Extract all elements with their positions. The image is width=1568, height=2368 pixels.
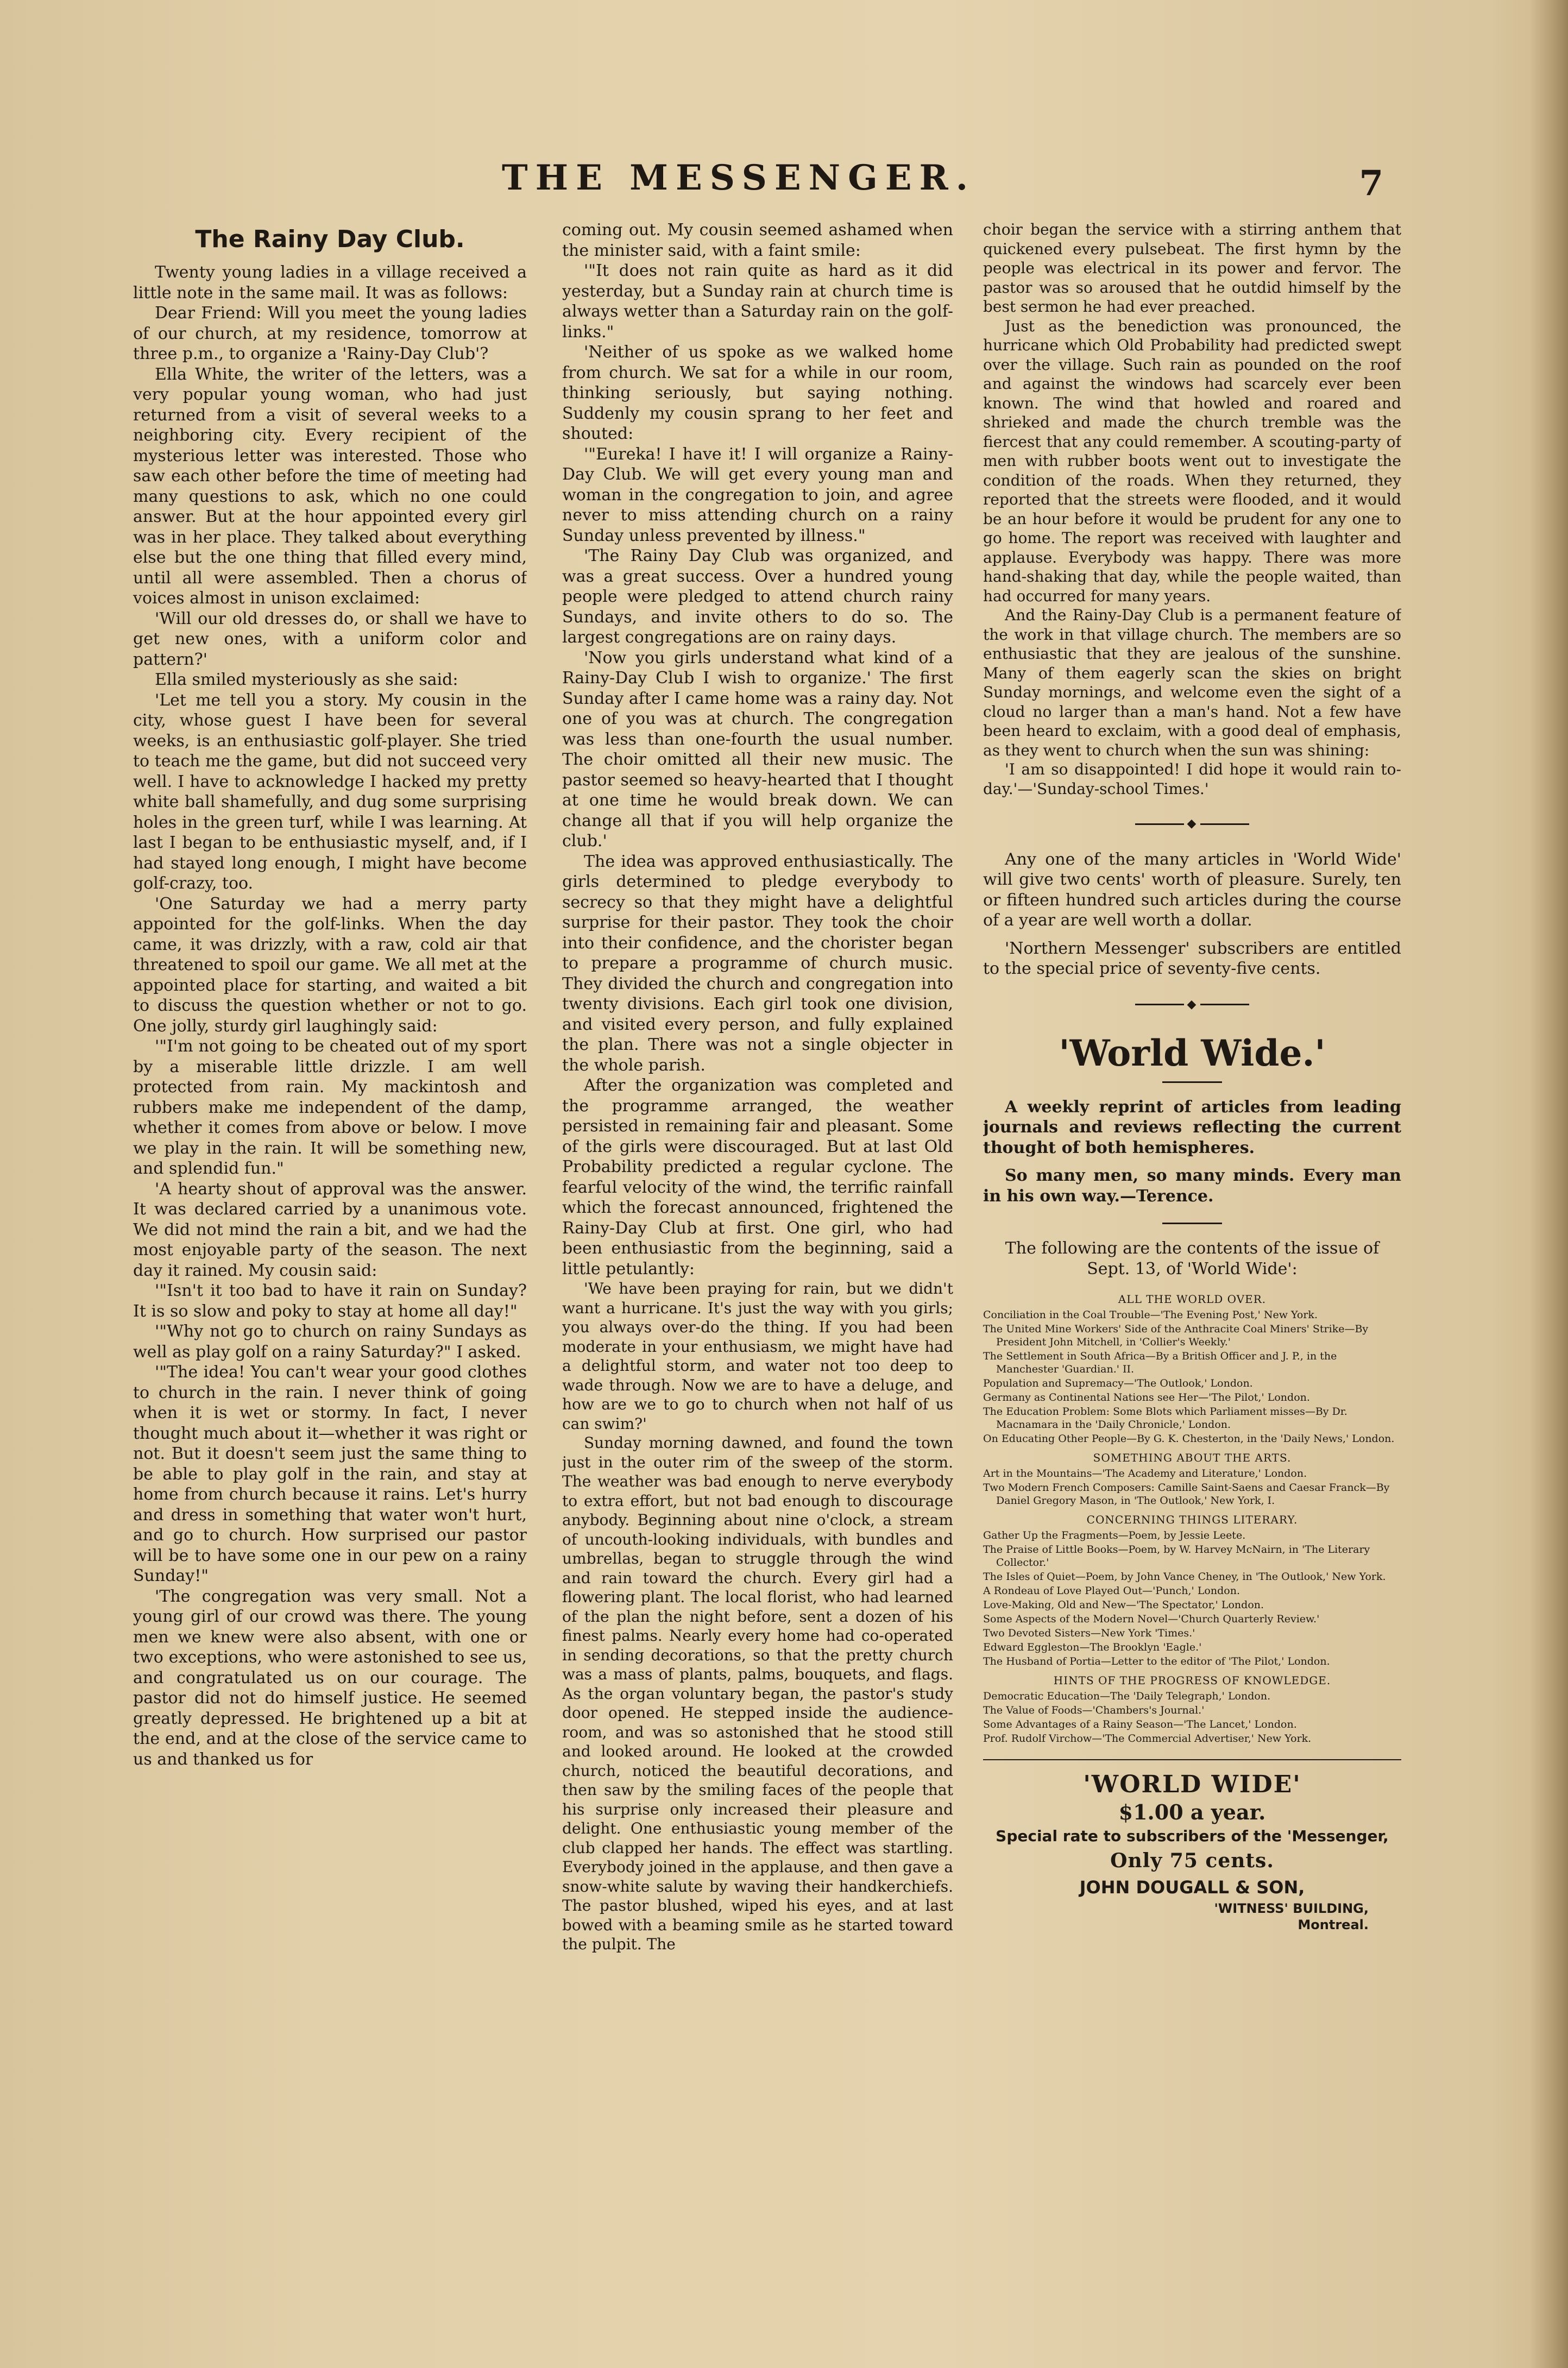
contents-section-heading: HINTS OF THE PROGRESS OF KNOWLEDGE.: [1053, 1674, 1331, 1687]
page-edge-shadow: [1530, 0, 1568, 2368]
title-rule: [1162, 1081, 1222, 1083]
article-paragraph: And the Rainy-Day Club is a permanent feature of the work in that village church. The members are so enthusiastic that they are jealous of the sunshine. Many of them eagerly scan the skies on bright Sunday mornings, and welcome even the sight of a cloud no larger than a man's hand. Not a few have been heard to exclaim, with a good deal of emphasis, as they went to church when the sun was shining:: [983, 606, 1401, 759]
contents-item: The Praise of Little Books—Poem, by W. Harvey McNairn, in 'The Literary Collector.': [983, 1544, 1370, 1569]
notice-paragraph: Any one of the many articles in 'World Wide' will give two cents' worth of pleasure. Surely, ten or fifteen hundred such articles during the course of a year are well worth a dollar.: [983, 849, 1401, 930]
ad-special-price: Only 75 cents.: [1110, 1849, 1274, 1872]
article-paragraph: '"The idea! You can't wear your good clothes to church in the rain. I never think of going when it is wet or stormy. In fact, I never thought much about it—whether it was right or not. But it doesn't seem just the same thing to be able to play golf in the rain, and stay at home from church because it rains. Let's hurry and dress in something that water won't hurt, and go to church. How surprised our pastor will be to have some one in our pew on a rainy Sunday!": [133, 1363, 527, 1585]
contents-section-heading: CONCERNING THINGS LITERARY.: [1086, 1513, 1298, 1526]
section-divider: ◆: [983, 994, 1401, 1015]
article-paragraph: 'Will our old dresses do, or shall we have to get new ones, with a uniform color and pattern?': [133, 609, 527, 669]
article-paragraph: '"Why not go to church on rainy Sundays as well as play golf on a rainy Saturday?" I asked.: [133, 1322, 527, 1362]
ad-rule: [983, 1759, 1401, 1760]
contents-item: Art in the Mountains—'The Academy and Literature,' London.: [983, 1468, 1307, 1479]
article-paragraph: 'We have been praying for rain, but we didn't want a hurricane. It's just the way with you girls; you always over-do the thing. If you had been moderate in your enthusiasm, we might have had a delightful storm, and water not too deep to wade through. Now we are to have a deluge, and how are we to go to church when not half of us can swim?': [562, 1280, 953, 1433]
world-wide-motto: So many men, so many minds. Every man in his own way.—Terence.: [983, 1166, 1401, 1206]
article-paragraph: '"Eureka! I have it! I will organize a Rainy-Day Club. We will get every young man and woman in the congregation to join, and agree never to miss attending church on a rainy Sunday unless prevented by illness.": [562, 444, 953, 545]
contents-item: Some Advantages of a Rainy Season—'The Lancet,' London.: [983, 1718, 1297, 1730]
contents-item: Edward Eggleston—The Brooklyn 'Eagle.': [983, 1641, 1202, 1653]
article-paragraph: '"I'm not going to be cheated out of my sport by a miserable little drizzle. I am well protected from rain. My mackintosh and rubbers make me independent of the damp, whether it comes from above or below. I move we play in the rain. It will be something new, and splendid fun.": [133, 1037, 527, 1178]
article-paragraph: choir began the service with a stirring anthem that quickened every pulsebeat. The first hymn by the people was electrical in its power and fervor. The pastor was so aroused that he outdid himself by the best sermon he had ever preached.: [983, 221, 1401, 316]
contents-section-heading: ALL THE WORLD OVER.: [1118, 1293, 1267, 1306]
contents-item: The Education Problem: Some Blots which Parliament misses—By Dr. Macnamara in the 'Daily Chronicle,' London.: [983, 1406, 1347, 1431]
column-2: [562, 220, 953, 2327]
ad-city: Montreal.: [1298, 1917, 1369, 1932]
contents-intro: The following are the contents of the issue of Sept. 13, of 'World Wide':: [1005, 1239, 1380, 1279]
contents-item: Two Devoted Sisters—New York 'Times.': [983, 1627, 1195, 1639]
contents-item: Democratic Education—The 'Daily Telegraph,' London.: [983, 1690, 1271, 1702]
masthead: THE MESSENGER.: [502, 158, 975, 198]
article-paragraph: Just as the benediction was pronounced, the hurricane which Old Probability had predicted swept over the village. Such rain as pounded on the roof and against the windows had scarcely ever been known. The wind that howled and roared and shrieked and made the church tremble was the fiercest that any could remember. A scouting-party of men with rubber boots went out to investigate the condition of the roads. When they returned, they reported that the streets were flooded, and it would be an hour before it would be prudent for any one to go home. The report was received with laughter and applause. Everybody was happy. There was more hand-shaking that day, while the people waited, than had occurred for many years.: [983, 317, 1401, 605]
article-paragraph: '"It does not rain quite as hard as it did yesterday, but a Sunday rain at church time is always wetter than a Saturday rain on the golf-links.": [562, 261, 953, 342]
page-number: 7: [1359, 163, 1383, 204]
contents-section-heading: SOMETHING ABOUT THE ARTS.: [1093, 1451, 1292, 1464]
article-paragraph: 'The Rainy Day Club was organized, and was a great success. Over a hundred young people were pledged to attend church rainy Sundays, and invite others to do so. The largest congregations are on rainy days.: [562, 546, 953, 647]
contents-list: [983, 1292, 1401, 1745]
ad-title: 'WORLD WIDE': [1083, 1771, 1301, 1798]
article-paragraph: Ella White, the writer of the letters, was a very popular young woman, who had just returned from a visit of several weeks to a neighboring city. Every recipient of the mysterious letter was interested. Those who saw each other before the time of meeting had many questions to ask, which no one could answer. But at the hour appointed every girl was in her place. They talked about everything else but the one thing that filled every mind, until all were assembled. Then a chorus of voices almost in unison exclaimed:: [133, 364, 527, 608]
contents-item: A Rondeau of Love Played Out—'Punch,' London.: [983, 1585, 1240, 1597]
world-wide-title: 'World Wide.': [1059, 1031, 1326, 1074]
subscription-ad: [983, 1770, 1401, 1933]
contents-item: Germany as Continental Nations see Her—'The Pilot,' London.: [983, 1391, 1310, 1403]
article-paragraph: After the organization was completed and the programme arranged, the weather persisted in remaining fair and pleasant. Some of the girls were discouraged. But at last Old Probability predicted a regular cyclone. The fearful velocity of the wind, the terrific rainfall which the forecast announced, frightened the Rainy-Day Club at first. One girl, who had been enthusiastic from the beginning, said a little petulantly:: [562, 1076, 953, 1279]
column-3: [983, 220, 1401, 2327]
notice-paragraph: 'Northern Messenger' subscribers are entitled to the special price of seventy-five cents.: [983, 939, 1401, 979]
contents-item: The Husband of Portia—Letter to the editor of 'The Pilot,' London.: [983, 1655, 1330, 1667]
article-title: The Rainy Day Club.: [195, 225, 465, 253]
world-wide-description: A weekly reprint of articles from leading journals and reviews reflecting the current thought of both hemispheres.: [983, 1097, 1401, 1157]
article-paragraph: Ella smiled mysteriously as she said:: [155, 670, 458, 689]
article-paragraph: Twenty young ladies in a village received a little note in the same mail. It was as follows:: [133, 263, 527, 303]
section-divider: ◆: [983, 814, 1401, 834]
ad-address: 'WITNESS' BUILDING,: [1214, 1901, 1369, 1916]
ad-special-rate: Special rate to subscribers of the 'Messenger,: [996, 1827, 1389, 1845]
ad-price: $1.00 a year.: [1118, 1800, 1266, 1824]
contents-item: The Value of Foods—'Chambers's Journal.': [983, 1704, 1205, 1716]
contents-item: Population and Supremacy—'The Outlook,' London.: [983, 1377, 1253, 1389]
column-1: [133, 220, 527, 2327]
article-paragraph: coming out. My cousin seemed ashamed when the minister said, with a faint smile:: [562, 221, 953, 260]
article-paragraph: The idea was approved enthusiastically. The girls determined to pledge everybody to secrecy so that they might have a delightful surprise for their pastor. They took the choir into their confidence, and the chorister began to prepare a programme of church music. They divided the church and congregation into twenty divisions. Each girl took one division, and visited every person, and fully explained the plan. There was not a single objecter in the whole parish.: [562, 852, 953, 1075]
contents-item: The United Mine Workers' Side of the Anthracite Coal Miners' Strike—By President John Mitchell, in 'Collier's Weekly.': [983, 1323, 1369, 1348]
contents-item: Two Modern French Composers: Camille Saint-Saens and Caesar Franck—By Daniel Gregory Mason, in 'The Outlook,' New York, I.: [983, 1482, 1390, 1507]
article-paragraph: 'Neither of us spoke as we walked home from church. We sat for a while in our room, thinking seriously, but saying nothing. Suddenly my cousin sprang to her feet and shouted:: [562, 343, 953, 443]
article-paragraph: 'One Saturday we had a merry party appointed for the golf-links. When the day came, it was drizzly, with a raw, cold air that threatened to spoil our game. We all met at the appointed place for starting, and waited a bit to discuss the question whether or not to go. One jolly, sturdy girl laughingly said:: [133, 894, 527, 1036]
article-paragraph: Dear Friend: Will you meet the young ladies of our church, at my residence, tomorrow at three p.m., to organize a 'Rainy-Day Club'?: [133, 304, 527, 363]
contents-item: Some Aspects of the Modern Novel—'Church Quarterly Review.': [983, 1613, 1320, 1625]
contents-item: The Isles of Quiet—Poem, by John Vance Cheney, in 'The Outlook,' New York.: [983, 1571, 1386, 1583]
article-paragraph: 'A hearty shout of approval was the answer. It was declared carried by a unanimous vote. We did not mind the rain a bit, and we had the most enjoyable party of the season. The next day it rained. My cousin said:: [133, 1179, 527, 1280]
article-paragraph: Sunday morning dawned, and found the town just in the outer rim of the sweep of the storm. The weather was bad enough to nerve everybody to extra effort, but not bad enough to discourage anybody. Beginning about nine o'clock, a stream of uncouth-looking individuals, with bundles and umbrellas, began to struggle through the wind and rain toward the church. Every girl had a flowering plant. The local florist, who had learned of the plan the night before, sent a dozen of his finest palms. Nearly every home had co-operated in sending decorations, so that the pretty church was a mass of plants, palms, bouquets, and flags. As the organ voluntary began, the pastor's study door opened. He stepped inside the audience-room, and was so astonished that he stood still and looked around. He looked at the crowded church, noticed the beautiful decorations, and then saw by the smiling faces of the people that his surprise only increased their pleasure and delight. One enthusiastic young member of the club clapped her hands. The effect was startling. Everybody joined in the applause, and then gave a snow-white salute by waving their handkerchiefs. The pastor blushed, wiped his eyes, and at last bowed with a beaming smile as he started toward the pulpit. The: [562, 1434, 953, 1953]
article-paragraph: 'Let me tell you a story. My cousin in the city, whose guest I have been for several weeks, is an enthusiastic golf-player. She tried to teach me the game, but did not succeed very well. I have to acknowledge I hacked my pretty white ball shamefully, and dug some surprising holes in the green turf, while I was learning. At last I began to be enthusiastic myself, and, if I had stayed long enough, I might have become golf-crazy, too.: [133, 690, 527, 893]
contents-item: Conciliation in the Coal Trouble—'The Evening Post,' New York.: [983, 1309, 1318, 1321]
article-paragraph: 'The congregation was very small. Not a young girl of our crowd was there. The young men we knew were also absent, with one or two exceptions, who were astonished to see us, and congratulated us on our courage. The pastor did not do himself justice. He seemed greatly depressed. He brightened up a bit at the end, and at the close of the service came to us and thanked us for: [133, 1586, 527, 1769]
contents-item: Gather Up the Fragments—Poem, by Jessie Leete.: [983, 1529, 1246, 1541]
contents-item: Prof. Rudolf Virchow—'The Commercial Advertiser,' New York.: [983, 1733, 1312, 1744]
title-rule: [1162, 1223, 1222, 1224]
contents-item: Love-Making, Old and New—'The Spectator,' London.: [983, 1599, 1264, 1611]
contents-item: The Settlement in South Africa—By a British Officer and J. P., in the Manchester 'Guardian.' II.: [983, 1350, 1337, 1375]
ad-publisher: JOHN DOUGALL & SON,: [1079, 1877, 1305, 1898]
article-paragraph: 'I am so disappointed! I did hope it would rain to-day.'—'Sunday-school Times.': [983, 760, 1401, 798]
contents-item: On Educating Other People—By G. K. Chesterton, in the 'Daily News,' London.: [983, 1433, 1395, 1445]
article-paragraph: '"Isn't it too bad to have it rain on Sunday? It is so slow and poky to stay at home all day!": [133, 1281, 527, 1321]
article-paragraph: 'Now you girls understand what kind of a Rainy-Day Club I wish to organize.' The first Sunday after I came home was a rainy day. Not one of you was at church. The congregation was less than one-fourth the usual number. The choir omitted all their new music. The pastor seemed so heavy-hearted that I thought at one time he would break down. We can change all that if you will help organize the club.': [562, 648, 953, 851]
